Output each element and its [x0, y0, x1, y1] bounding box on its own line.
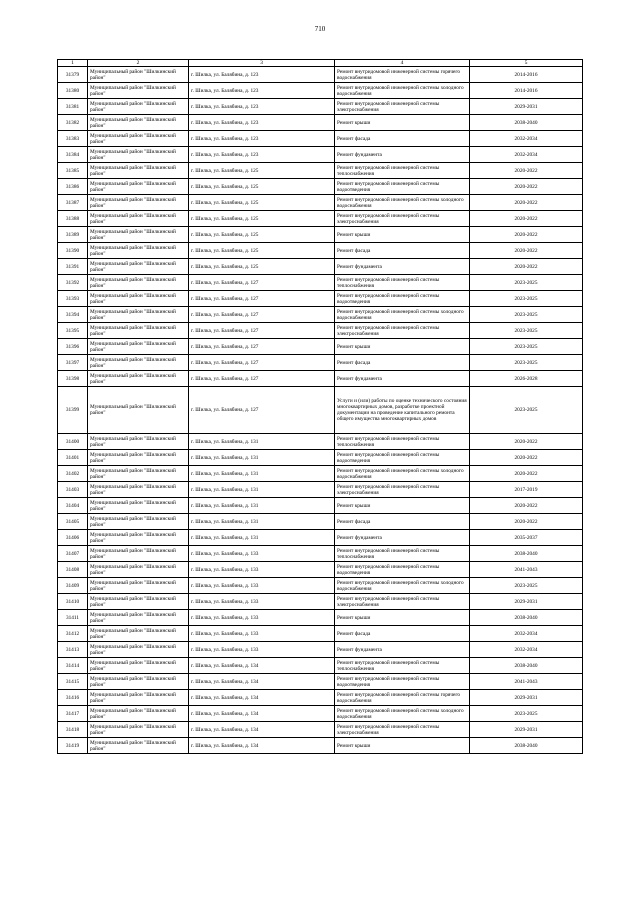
period-cell: 2035-2037: [470, 530, 583, 546]
table-row: [58, 706, 583, 722]
work-type-cell: Услуги и (или) работы по оценке технического состояния многоквартирных домов, разработке проектной документации на проведение капитального ремонта общего имущества многоквартирных домов: [335, 387, 470, 434]
row-number-cell: 31413: [58, 642, 88, 658]
address-cell: г. Шилка, ул. Балябина, д. 123: [189, 147, 335, 163]
district-cell: Муниципальный район "Шилкинский район": [88, 738, 189, 754]
period-cell: 2029-2031: [470, 99, 583, 115]
table-row: [58, 642, 583, 658]
table-row: [58, 115, 583, 131]
address-cell: г. Шилка, ул. Балябина, д. 125: [189, 195, 335, 211]
work-type-cell: Ремонт внутридомовой инженерной системы горячего водоснабжения: [335, 690, 470, 706]
row-number-cell: 31383: [58, 131, 88, 147]
row-number-cell: 31394: [58, 307, 88, 323]
address-cell: г. Шилка, ул. Балябина, д. 131: [189, 514, 335, 530]
period-cell: 2032-2034: [470, 626, 583, 642]
table-row: [58, 67, 583, 83]
row-number-cell: 31415: [58, 674, 88, 690]
column-header: 3: [189, 60, 335, 67]
row-number-cell: 31410: [58, 594, 88, 610]
table-row: [58, 179, 583, 195]
period-cell: 2038-2040: [470, 546, 583, 562]
address-cell: г. Шилка, ул. Балябина, д. 127: [189, 339, 335, 355]
table-row: [58, 355, 583, 371]
table-body: [58, 60, 583, 754]
row-number-cell: 31385: [58, 163, 88, 179]
address-cell: г. Шилка, ул. Балябина, д. 125: [189, 211, 335, 227]
district-cell: Муниципальный район "Шилкинский район": [88, 163, 189, 179]
row-number-cell: 31382: [58, 115, 88, 131]
address-cell: г. Шилка, ул. Балябина, д. 125: [189, 227, 335, 243]
period-cell: 2020-2022: [470, 179, 583, 195]
column-header: 5: [470, 60, 583, 67]
row-number-cell: 31401: [58, 450, 88, 466]
row-number-cell: 31416: [58, 690, 88, 706]
work-type-cell: Ремонт внутридомовой инженерной системы электроснабжения: [335, 594, 470, 610]
district-cell: Муниципальный район "Шилкинский район": [88, 83, 189, 99]
work-type-cell: Ремонт фасада: [335, 626, 470, 642]
period-cell: 2020-2022: [470, 243, 583, 259]
period-cell: 2032-2034: [470, 131, 583, 147]
address-cell: г. Шилка, ул. Балябина, д. 125: [189, 179, 335, 195]
district-cell: Муниципальный район "Шилкинский район": [88, 195, 189, 211]
address-cell: г. Шилка, ул. Балябина, д. 131: [189, 450, 335, 466]
table-row: [58, 658, 583, 674]
period-cell: 2014-2016: [470, 67, 583, 83]
table-row: [58, 211, 583, 227]
address-cell: г. Шилка, ул. Балябина, д. 134: [189, 690, 335, 706]
table-row: [58, 578, 583, 594]
table-row: [58, 450, 583, 466]
work-type-cell: Ремонт внутридомовой инженерной системы электроснабжения: [335, 211, 470, 227]
period-cell: 2020-2022: [470, 514, 583, 530]
period-cell: 2023-2025: [470, 355, 583, 371]
address-cell: г. Шилка, ул. Балябина, д. 131: [189, 530, 335, 546]
district-cell: Муниципальный район "Шилкинский район": [88, 562, 189, 578]
address-cell: г. Шилка, ул. Балябина, д. 127: [189, 275, 335, 291]
district-cell: Муниципальный район "Шилкинский район": [88, 99, 189, 115]
row-number-cell: 31418: [58, 722, 88, 738]
address-cell: г. Шилка, ул. Балябина, д. 127: [189, 371, 335, 387]
district-cell: Муниципальный район "Шилкинский район": [88, 658, 189, 674]
row-number-cell: 31384: [58, 147, 88, 163]
row-number-cell: 31404: [58, 498, 88, 514]
work-type-cell: Ремонт внутридомовой инженерной системы холодного водоснабжения: [335, 578, 470, 594]
table-row: [58, 626, 583, 642]
address-cell: г. Шилка, ул. Балябина, д. 133: [189, 578, 335, 594]
work-type-cell: Ремонт внутридомовой инженерной системы холодного водоснабжения: [335, 466, 470, 482]
period-cell: 2029-2031: [470, 690, 583, 706]
period-cell: 2020-2022: [470, 466, 583, 482]
district-cell: Муниципальный район "Шилкинский район": [88, 706, 189, 722]
row-number-cell: 31403: [58, 482, 88, 498]
work-type-cell: Ремонт внутридомовой инженерной системы теплоснабжения: [335, 658, 470, 674]
row-number-cell: 31391: [58, 259, 88, 275]
row-number-cell: 31396: [58, 339, 88, 355]
district-cell: Муниципальный район "Шилкинский район": [88, 147, 189, 163]
period-cell: 2023-2025: [470, 307, 583, 323]
row-number-cell: 31417: [58, 706, 88, 722]
row-number-cell: 31395: [58, 323, 88, 339]
period-cell: 2041-2043: [470, 674, 583, 690]
work-type-cell: Ремонт внутридомовой инженерной системы электроснабжения: [335, 482, 470, 498]
row-number-cell: 31402: [58, 466, 88, 482]
district-cell: Муниципальный район "Шилкинский район": [88, 482, 189, 498]
work-type-cell: Ремонт крыши: [335, 610, 470, 626]
work-type-cell: Ремонт внутридомовой инженерной системы водоотведения: [335, 450, 470, 466]
table-row: [58, 722, 583, 738]
address-cell: г. Шилка, ул. Балябина, д. 133: [189, 546, 335, 562]
work-type-cell: Ремонт фасада: [335, 243, 470, 259]
table-row: [58, 371, 583, 387]
row-number-cell: 31414: [58, 658, 88, 674]
work-type-cell: Ремонт фундамента: [335, 642, 470, 658]
period-cell: 2038-2040: [470, 738, 583, 754]
work-type-cell: Ремонт внутридомовой инженерной системы горячего водоснабжения: [335, 67, 470, 83]
work-type-cell: Ремонт фасада: [335, 514, 470, 530]
period-cell: 2014-2016: [470, 83, 583, 99]
period-cell: 2020-2022: [470, 434, 583, 450]
row-number-cell: 31398: [58, 371, 88, 387]
table-row: [58, 610, 583, 626]
work-type-cell: Ремонт внутридомовой инженерной системы холодного водоснабжения: [335, 307, 470, 323]
district-cell: Муниципальный район "Шилкинский район": [88, 466, 189, 482]
row-number-cell: 31400: [58, 434, 88, 450]
table-row: [58, 259, 583, 275]
work-type-cell: Ремонт фундамента: [335, 530, 470, 546]
district-cell: Муниципальный район "Шилкинский район": [88, 179, 189, 195]
address-cell: г. Шилка, ул. Балябина, д. 123: [189, 115, 335, 131]
row-number-cell: 31388: [58, 211, 88, 227]
period-cell: 2023-2025: [470, 275, 583, 291]
work-type-cell: Ремонт внутридомовой инженерной системы электроснабжения: [335, 323, 470, 339]
table-row: [58, 131, 583, 147]
work-type-cell: Ремонт внутридомовой инженерной системы теплоснабжения: [335, 434, 470, 450]
period-cell: 2023-2025: [470, 339, 583, 355]
work-type-cell: Ремонт внутридомовой инженерной системы теплоснабжения: [335, 163, 470, 179]
row-number-cell: 31407: [58, 546, 88, 562]
address-cell: г. Шилка, ул. Балябина, д. 125: [189, 163, 335, 179]
table-row: [58, 339, 583, 355]
table-header-row: [58, 60, 583, 67]
row-number-cell: 31411: [58, 610, 88, 626]
address-cell: г. Шилка, ул. Балябина, д. 134: [189, 658, 335, 674]
district-cell: Муниципальный район "Шилкинский район": [88, 594, 189, 610]
table-row: [58, 83, 583, 99]
address-cell: г. Шилка, ул. Балябина, д. 123: [189, 99, 335, 115]
period-cell: 2032-2034: [470, 147, 583, 163]
work-type-cell: Ремонт внутридомовой инженерной системы водоотведения: [335, 179, 470, 195]
row-number-cell: 31380: [58, 83, 88, 99]
table-row: [58, 594, 583, 610]
district-cell: Муниципальный район "Шилкинский район": [88, 131, 189, 147]
district-cell: Муниципальный район "Шилкинский район": [88, 355, 189, 371]
period-cell: 2017-2019: [470, 482, 583, 498]
district-cell: Муниципальный район "Шилкинский район": [88, 339, 189, 355]
table-row: [58, 163, 583, 179]
address-cell: г. Шилка, ул. Балябина, д. 133: [189, 562, 335, 578]
work-type-cell: Ремонт внутридомовой инженерной системы теплоснабжения: [335, 546, 470, 562]
district-cell: Муниципальный район "Шилкинский район": [88, 323, 189, 339]
table-row: [58, 195, 583, 211]
work-type-cell: Ремонт крыши: [335, 498, 470, 514]
work-type-cell: Ремонт внутридомовой инженерной системы водоотведения: [335, 674, 470, 690]
district-cell: Муниципальный район "Шилкинский район": [88, 291, 189, 307]
period-cell: 2038-2040: [470, 115, 583, 131]
table-row: [58, 546, 583, 562]
period-cell: 2023-2025: [470, 578, 583, 594]
repair-schedule-table: [57, 59, 583, 754]
period-cell: 2020-2022: [470, 163, 583, 179]
district-cell: Муниципальный район "Шилкинский район": [88, 227, 189, 243]
period-cell: 2020-2022: [470, 259, 583, 275]
work-type-cell: Ремонт фундамента: [335, 147, 470, 163]
period-cell: 2020-2022: [470, 498, 583, 514]
address-cell: г. Шилка, ул. Балябина, д. 131: [189, 498, 335, 514]
table-row: [58, 562, 583, 578]
work-type-cell: Ремонт внутридомовой инженерной системы холодного водоснабжения: [335, 83, 470, 99]
address-cell: г. Шилка, ул. Балябина, д. 134: [189, 722, 335, 738]
address-cell: г. Шилка, ул. Балябина, д. 127: [189, 387, 335, 434]
row-number-cell: 31397: [58, 355, 88, 371]
address-cell: г. Шилка, ул. Балябина, д. 123: [189, 131, 335, 147]
row-number-cell: 31419: [58, 738, 88, 754]
district-cell: Муниципальный район "Шилкинский район": [88, 434, 189, 450]
table-row: [58, 147, 583, 163]
row-number-cell: 31408: [58, 562, 88, 578]
table-row: [58, 530, 583, 546]
column-header: 1: [58, 60, 88, 67]
district-cell: Муниципальный район "Шилкинский район": [88, 674, 189, 690]
period-cell: 2023-2025: [470, 323, 583, 339]
work-type-cell: Ремонт внутридомовой инженерной системы холодного водоснабжения: [335, 195, 470, 211]
address-cell: г. Шилка, ул. Балябина, д. 133: [189, 594, 335, 610]
table-row: [58, 227, 583, 243]
district-cell: Муниципальный район "Шилкинский район": [88, 450, 189, 466]
work-type-cell: Ремонт внутридомовой инженерной системы водоотведения: [335, 291, 470, 307]
work-type-cell: Ремонт внутридомовой инженерной системы водоотведения: [335, 562, 470, 578]
row-number-cell: 31392: [58, 275, 88, 291]
district-cell: Муниципальный район "Шилкинский район": [88, 546, 189, 562]
work-type-cell: Ремонт крыши: [335, 227, 470, 243]
work-type-cell: Ремонт фасада: [335, 355, 470, 371]
address-cell: г. Шилка, ул. Балябина, д. 127: [189, 291, 335, 307]
row-number-cell: 31393: [58, 291, 88, 307]
address-cell: г. Шилка, ул. Балябина, д. 134: [189, 674, 335, 690]
work-type-cell: Ремонт внутридомовой инженерной системы холодного водоснабжения: [335, 706, 470, 722]
address-cell: г. Шилка, ул. Балябина, д. 127: [189, 307, 335, 323]
district-cell: Муниципальный район "Шилкинский район": [88, 115, 189, 131]
period-cell: 2023-2025: [470, 387, 583, 434]
period-cell: 2020-2022: [470, 211, 583, 227]
table-row: [58, 434, 583, 450]
period-cell: 2041-2043: [470, 562, 583, 578]
column-header: 2: [88, 60, 189, 67]
row-number-cell: 31406: [58, 530, 88, 546]
period-cell: 2020-2022: [470, 450, 583, 466]
district-cell: Муниципальный район "Шилкинский район": [88, 211, 189, 227]
table-row: [58, 323, 583, 339]
address-cell: г. Шилка, ул. Балябина, д. 131: [189, 482, 335, 498]
district-cell: Муниципальный район "Шилкинский район": [88, 642, 189, 658]
work-type-cell: Ремонт крыши: [335, 738, 470, 754]
address-cell: г. Шилка, ул. Балябина, д. 125: [189, 243, 335, 259]
table-row: [58, 498, 583, 514]
table-row: [58, 674, 583, 690]
address-cell: г. Шилка, ул. Балябина, д. 127: [189, 323, 335, 339]
address-cell: г. Шилка, ул. Балябина, д. 131: [189, 434, 335, 450]
work-type-cell: Ремонт крыши: [335, 339, 470, 355]
address-cell: г. Шилка, ул. Балябина, д. 134: [189, 706, 335, 722]
address-cell: г. Шилка, ул. Балябина, д. 123: [189, 67, 335, 83]
work-type-cell: Ремонт фасада: [335, 131, 470, 147]
table-row: [58, 99, 583, 115]
work-type-cell: Ремонт внутридомовой инженерной системы электроснабжения: [335, 99, 470, 115]
district-cell: Муниципальный район "Шилкинский район": [88, 259, 189, 275]
address-cell: г. Шилка, ул. Балябина, д. 133: [189, 626, 335, 642]
row-number-cell: 31386: [58, 179, 88, 195]
address-cell: г. Шилка, ул. Балябина, д. 123: [189, 83, 335, 99]
row-number-cell: 31399: [58, 387, 88, 434]
row-number-cell: 31412: [58, 626, 88, 642]
table-row: [58, 466, 583, 482]
table-row: [58, 243, 583, 259]
district-cell: Муниципальный район "Шилкинский район": [88, 722, 189, 738]
district-cell: Муниципальный район "Шилкинский район": [88, 243, 189, 259]
row-number-cell: 31390: [58, 243, 88, 259]
district-cell: Муниципальный район "Шилкинский район": [88, 498, 189, 514]
table-row: [58, 291, 583, 307]
district-cell: Муниципальный район "Шилкинский район": [88, 610, 189, 626]
district-cell: Муниципальный район "Шилкинский район": [88, 371, 189, 387]
district-cell: Муниципальный район "Шилкинский район": [88, 514, 189, 530]
row-number-cell: 31387: [58, 195, 88, 211]
column-header: 4: [335, 60, 470, 67]
row-number-cell: 31379: [58, 67, 88, 83]
period-cell: 2038-2040: [470, 610, 583, 626]
table-row: [58, 275, 583, 291]
row-number-cell: 31381: [58, 99, 88, 115]
period-cell: 2020-2022: [470, 195, 583, 211]
period-cell: 2023-2025: [470, 706, 583, 722]
address-cell: г. Шилка, ул. Балябина, д. 127: [189, 355, 335, 371]
work-type-cell: Ремонт крыши: [335, 115, 470, 131]
work-type-cell: Ремонт внутридомовой инженерной системы электроснабжения: [335, 722, 470, 738]
district-cell: Муниципальный район "Шилкинский район": [88, 275, 189, 291]
table-row: [58, 514, 583, 530]
address-cell: г. Шилка, ул. Балябина, д. 133: [189, 610, 335, 626]
district-cell: Муниципальный район "Шилкинский район": [88, 578, 189, 594]
address-cell: г. Шилка, ул. Балябина, д. 133: [189, 642, 335, 658]
table-row: [58, 482, 583, 498]
district-cell: Муниципальный район "Шилкинский район": [88, 690, 189, 706]
district-cell: Муниципальный район "Шилкинский район": [88, 530, 189, 546]
period-cell: 2029-2031: [470, 594, 583, 610]
table-row: [58, 307, 583, 323]
district-cell: Муниципальный район "Шилкинский район": [88, 67, 189, 83]
district-cell: Муниципальный район "Шилкинский район": [88, 307, 189, 323]
district-cell: Муниципальный район "Шилкинский район": [88, 626, 189, 642]
address-cell: г. Шилка, ул. Балябина, д. 131: [189, 466, 335, 482]
row-number-cell: 31389: [58, 227, 88, 243]
period-cell: 2020-2022: [470, 227, 583, 243]
address-cell: г. Шилка, ул. Балябина, д. 134: [189, 738, 335, 754]
table-row: [58, 738, 583, 754]
period-cell: 2026-2028: [470, 371, 583, 387]
address-cell: г. Шилка, ул. Балябина, д. 125: [189, 259, 335, 275]
period-cell: 2023-2025: [470, 291, 583, 307]
table-row: [58, 690, 583, 706]
period-cell: 2032-2034: [470, 642, 583, 658]
period-cell: 2029-2031: [470, 722, 583, 738]
work-type-cell: Ремонт фундамента: [335, 371, 470, 387]
row-number-cell: 31409: [58, 578, 88, 594]
table-row: [58, 387, 583, 434]
work-type-cell: Ремонт фундамента: [335, 259, 470, 275]
period-cell: 2038-2040: [470, 658, 583, 674]
work-type-cell: Ремонт внутридомовой инженерной системы теплоснабжения: [335, 275, 470, 291]
page-number: 710: [314, 25, 326, 33]
district-cell: Муниципальный район "Шилкинский район": [88, 387, 189, 434]
row-number-cell: 31405: [58, 514, 88, 530]
